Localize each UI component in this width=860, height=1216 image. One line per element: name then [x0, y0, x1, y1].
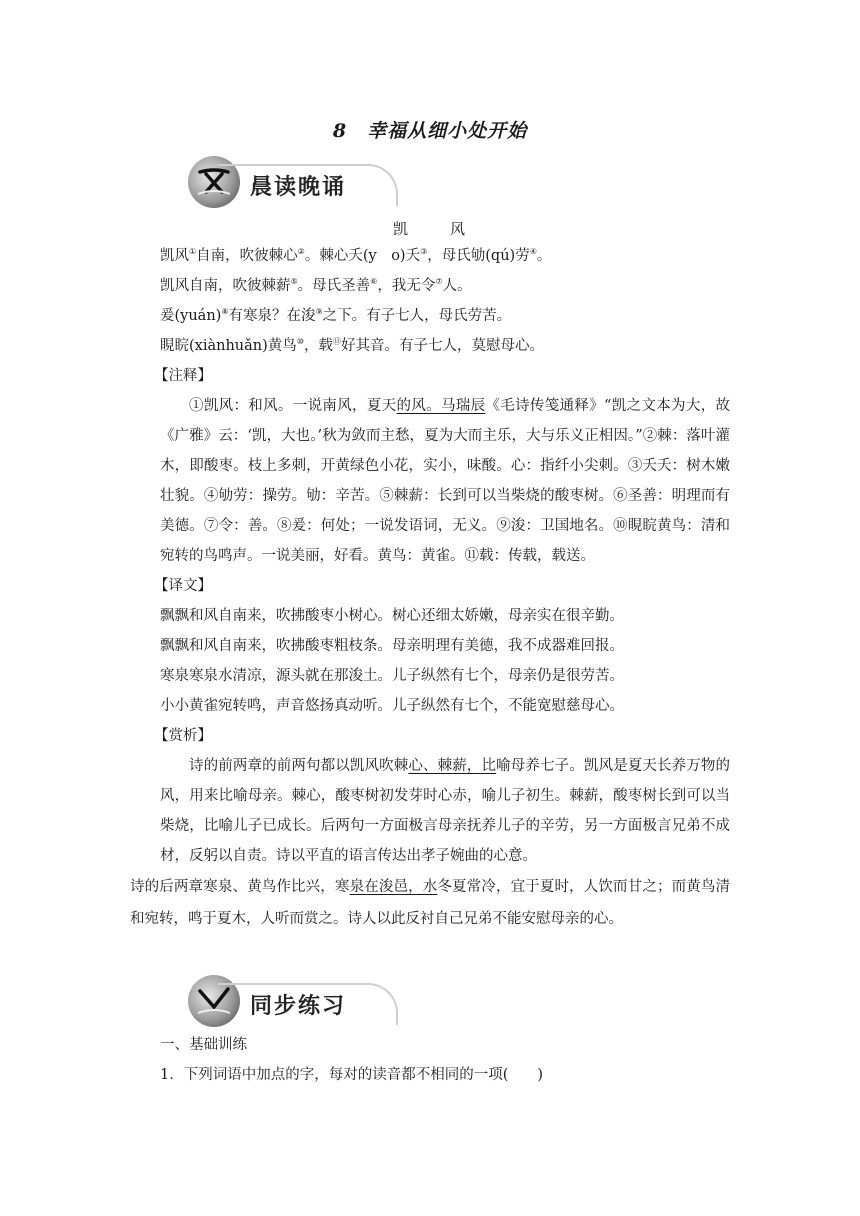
translation-line: 飘飘和风自南来，吹拂酸枣粗枝条。母亲明理有美德，我不成器难回报。	[160, 638, 624, 654]
poem-title-char: 风	[450, 220, 468, 238]
poem-line: 睍睆(xiànhuǎn)黄鸟⑩，载⑪好其音。有子七人，莫慰母心。	[160, 337, 544, 354]
poem-title-char: 凯	[392, 220, 410, 238]
translation-line: 寒泉寒泉水清凉，源头就在那浚土。儿子纵然有七个，母亲仍是很劳苦。	[160, 668, 624, 684]
notes-heading: 【注释】	[154, 368, 212, 384]
analysis-paragraph: 诗的后两章寒泉、黄鸟作比兴，寒泉在浚邑，水冬夏常冷，宜于夏时，人饮而甘之；而黄鸟清和宛转，鸣于夏木，人听而赏之。诗人以此反衬自己兄弟不能安慰母亲的心。	[130, 879, 731, 927]
banner-label: 同步练习	[250, 994, 347, 1019]
translation-line: 小小黄雀宛转鸣，声音悠扬真动听。儿子纵然有七个，不能宽慰慈母心。	[160, 698, 624, 714]
notes-paragraph: ①凯风：和风。一说南风，夏天的风。马瑞辰《毛诗传笺通释》“凯之文本为大，故《广雅》云：‘凯，大也。’秋为敛而主愁，夏为大而主乐，大与乐义正相因。”②棘：落叶灌木，即酸枣。枝上多刺，开黄绿色小花，实小，味酸。心：指纤小尖刺。③夭夭：树木嫩壮貌。④劬劳：操劳。劬：辛苦。⑤棘薪：长到可以当柴烧的酸枣树。⑥圣善：明理而有美德。⑦令：善。⑧爰：何处；一说发语词，无义。⑨浚：卫国地名。⑩睍睆黄鸟：清和宛转的鸟鸣声。一说美丽，好看。黄鸟：黄雀。⑪载：传载，载送。	[160, 398, 731, 564]
practice-banner	[188, 975, 398, 1031]
translation-heading: 【译文】	[154, 578, 212, 594]
exercise-section: 一、基础训练	[160, 1037, 247, 1053]
translation-line: 飘飘和风自南来，吹拂酸枣小树心。树心还细太娇嫩，母亲实在很辛勤。	[160, 608, 624, 624]
lesson-title: 8 幸福从细小处开始	[332, 120, 528, 142]
morning-reading-banner	[188, 156, 398, 212]
poem-line: 凯风①自南，吹彼棘心②。棘心夭(y o)夭③，母氏劬(qú)劳④。	[160, 247, 552, 264]
exercise-question: 1．下列词语中加点的字，每对的读音都不相同的一项( )	[160, 1067, 544, 1083]
poem-line: 凯风自南，吹彼棘薪⑤。母氏圣善⑥，我无令⑦人。	[160, 277, 472, 294]
poem-title	[0, 218, 860, 239]
poem-line: 爰(yuán)⑧有寒泉？在浚⑨之下。有子七人，母氏劳苦。	[160, 307, 512, 324]
exercise-block	[160, 1030, 730, 1090]
analysis-paragraph: 诗的前两章的前两句都以凯风吹棘心、棘薪，比喻母养七子。凯风是夏天长养万物的风，用来比喻母亲。棘心，酸枣树初发芽时心赤，喻儿子初生。棘薪，酸枣树长到可以当柴烧，比喻儿子已成长。后两句一方面极言母亲抚养儿子的辛劳，另一方面极言兄弟不成材，反躬以自责。诗以平直的语言传达出孝子婉曲的心意。	[160, 758, 730, 864]
analysis-block-2	[130, 871, 730, 935]
analysis-heading: 【赏析】	[154, 728, 212, 744]
banner-label: 晨读晚诵	[250, 175, 347, 200]
poem-body	[154, 241, 731, 871]
